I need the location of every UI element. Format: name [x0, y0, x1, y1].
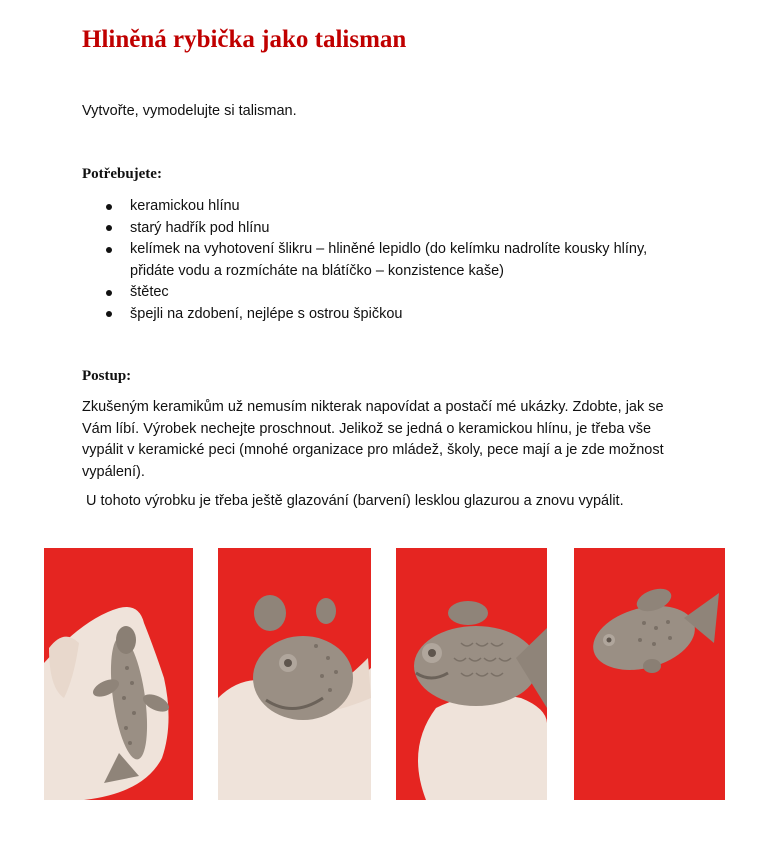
intro-text: Vytvořte, vymodelujte si talisman.: [82, 103, 297, 119]
needs-list: [82, 196, 682, 325]
list-item: špejli na zdobení, nejlépe s ostrou špičkou: [82, 304, 682, 326]
list-item: kelímek na vyhotovení šlikru – hliněné lepidlo (do kelímku nadrolíte kousky hlíny, přidáte vodu a rozmícháte na blátíčko – konzistence kaše): [82, 239, 682, 282]
procedure-paragraph: Zkušeným keramikům už nemusím nikterak napovídat a postačí mé ukázky. Zdobte, jak se Vám líbí. Výrobek nechejte proschnout. Jelikož se jedná o keramickou hlínu, je třeba vše vypálit v keramické peci (mnohé organizace pro mládež, školy, pece mají a je zde možnost vypálení).: [82, 399, 664, 480]
procedure-heading: Postup:: [82, 368, 132, 384]
photo-fish-side-view: [396, 548, 547, 800]
glazing-paragraph: U tohoto výrobku je třeba ještě glazování (barvení) lesklou glazurou a znovu vypálit.: [86, 493, 624, 509]
list-item: keramickou hlínu: [82, 196, 682, 218]
needs-heading: Potřebujete:: [82, 166, 162, 182]
photo-fish-front-view: [218, 548, 371, 800]
list-item: štětec: [82, 282, 682, 304]
photo-fish-top-view: [44, 548, 193, 800]
photo-fish-on-table: [574, 548, 725, 800]
page-title: Hliněná rybička jako talisman: [82, 26, 407, 53]
list-item: starý hadřík pod hlínu: [82, 218, 682, 240]
